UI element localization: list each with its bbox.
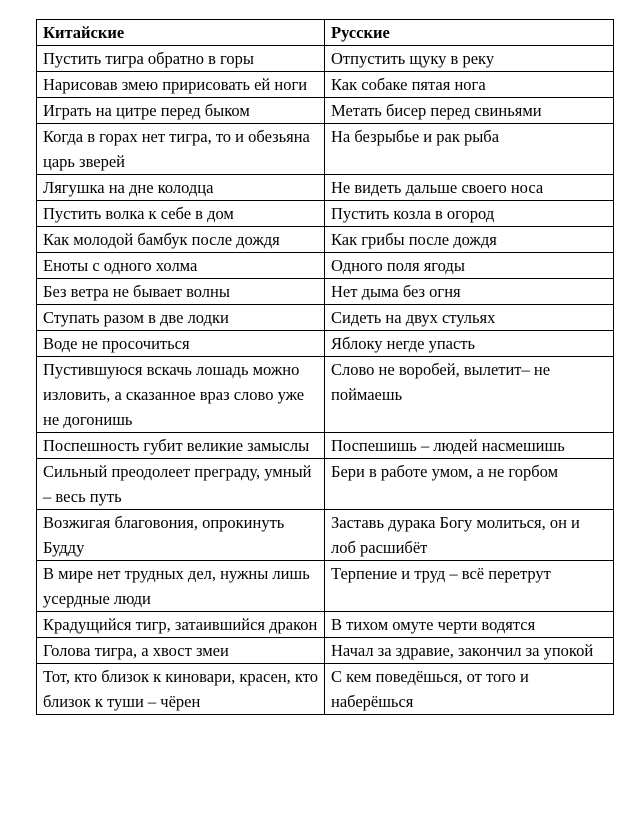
chinese-proverb-cell: Лягушка на дне колодца bbox=[37, 175, 325, 201]
chinese-proverb-cell: Пустить тигра обратно в горы bbox=[37, 46, 325, 72]
table-body bbox=[37, 46, 614, 715]
russian-proverb-cell: Сидеть на двух стульях bbox=[325, 305, 614, 331]
table-row bbox=[37, 459, 614, 510]
chinese-proverb-cell: Крадущийся тигр, затаившийся дракон bbox=[37, 612, 325, 638]
russian-proverb-cell: В тихом омуте черти водятся bbox=[325, 612, 614, 638]
chinese-proverb-cell: Нарисовав змею пририсовать ей ноги bbox=[37, 72, 325, 98]
table-row bbox=[37, 98, 614, 124]
table-row bbox=[37, 561, 614, 612]
russian-proverb-cell: Слово не воробей, вылетит– не поймаешь bbox=[325, 357, 614, 433]
table-row bbox=[37, 201, 614, 227]
russian-proverb-cell: Терпение и труд – всё перетрут bbox=[325, 561, 614, 612]
russian-proverb-cell: Заставь дурака Богу молиться, он и лоб расшибёт bbox=[325, 510, 614, 561]
chinese-proverb-cell: Тот, кто близок к киновари, красен, кто близок к туши – чёрен bbox=[37, 664, 325, 715]
chinese-proverb-cell: Сильный преодолеет преграду, умный – весь путь bbox=[37, 459, 325, 510]
table-row bbox=[37, 305, 614, 331]
chinese-proverb-cell: В мире нет трудных дел, нужны лишь усердные люди bbox=[37, 561, 325, 612]
table-row bbox=[37, 72, 614, 98]
russian-proverb-cell: Отпустить щуку в реку bbox=[325, 46, 614, 72]
chinese-proverb-cell: Голова тигра, а хвост змеи bbox=[37, 638, 325, 664]
chinese-proverb-cell: Еноты с одного холма bbox=[37, 253, 325, 279]
chinese-proverb-cell: Поспешность губит великие замыслы bbox=[37, 433, 325, 459]
table-row bbox=[37, 124, 614, 175]
table-row bbox=[37, 46, 614, 72]
chinese-proverb-cell: Ступать разом в две лодки bbox=[37, 305, 325, 331]
table-row bbox=[37, 175, 614, 201]
header-russian: Русские bbox=[325, 20, 614, 46]
table-row bbox=[37, 279, 614, 305]
chinese-proverb-cell: Без ветра не бывает волны bbox=[37, 279, 325, 305]
chinese-proverb-cell: Когда в горах нет тигра, то и обезьяна царь зверей bbox=[37, 124, 325, 175]
header-row bbox=[37, 20, 614, 46]
russian-proverb-cell: Яблоку негде упасть bbox=[325, 331, 614, 357]
russian-proverb-cell: Как грибы после дождя bbox=[325, 227, 614, 253]
russian-proverb-cell: Бери в работе умом, а не горбом bbox=[325, 459, 614, 510]
proverbs-table bbox=[36, 19, 614, 715]
russian-proverb-cell: Поспешишь – людей насмешишь bbox=[325, 433, 614, 459]
russian-proverb-cell: Как собаке пятая нога bbox=[325, 72, 614, 98]
header-chinese: Китайские bbox=[37, 20, 325, 46]
table-row bbox=[37, 510, 614, 561]
chinese-proverb-cell: Пустить волка к себе в дом bbox=[37, 201, 325, 227]
russian-proverb-cell: С кем поведёшься, от того и наберёшься bbox=[325, 664, 614, 715]
table-row bbox=[37, 612, 614, 638]
chinese-proverb-cell: Играть на цитре перед быком bbox=[37, 98, 325, 124]
table-row bbox=[37, 227, 614, 253]
russian-proverb-cell: Не видеть дальше своего носа bbox=[325, 175, 614, 201]
russian-proverb-cell: Нет дыма без огня bbox=[325, 279, 614, 305]
russian-proverb-cell: Одного поля ягоды bbox=[325, 253, 614, 279]
russian-proverb-cell: Начал за здравие, закончил за упокой bbox=[325, 638, 614, 664]
russian-proverb-cell: Пустить козла в огород bbox=[325, 201, 614, 227]
table-row bbox=[37, 253, 614, 279]
russian-proverb-cell: Метать бисер перед свиньями bbox=[325, 98, 614, 124]
chinese-proverb-cell: Воде не просочиться bbox=[37, 331, 325, 357]
table-row bbox=[37, 331, 614, 357]
table-row bbox=[37, 357, 614, 433]
chinese-proverb-cell: Пустившуюся вскачь лошадь можно изловить, а сказанное враз слово уже не догонишь bbox=[37, 357, 325, 433]
table-row bbox=[37, 433, 614, 459]
chinese-proverb-cell: Как молодой бамбук после дождя bbox=[37, 227, 325, 253]
table-row bbox=[37, 664, 614, 715]
russian-proverb-cell: На безрыбье и рак рыба bbox=[325, 124, 614, 175]
table-row bbox=[37, 638, 614, 664]
chinese-proverb-cell: Возжигая благовония, опрокинуть Будду bbox=[37, 510, 325, 561]
